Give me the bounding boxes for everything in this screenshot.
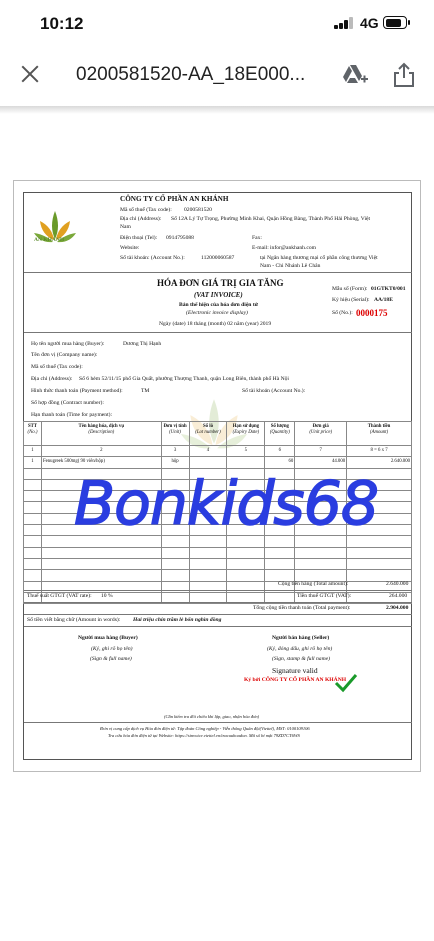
table-cell [41,547,161,558]
column-header-vi: Hạn sử dụng [232,424,260,429]
index-cell: 3 [161,446,189,457]
contract-label: Số hợp đồng (Contract number): [31,400,104,406]
serial-value: AA/18E [374,297,393,303]
buyer-sign-sub-en: (Sign & full name) [90,656,132,662]
column-header-vi: Tên hàng hóa, dịch vụ [78,424,124,429]
table-cell: hộp [161,457,189,468]
table-row-empty [24,558,412,569]
footer-note: (Cần kiểm tra đối chiếu khi lập, giao, nhận hóa đơn) [164,714,260,719]
buyer-name: Dương Thị Hạnh [123,341,162,347]
table-cell: 1 [24,457,42,468]
buyer-name-label: Họ tên người mua hàng (Buyer): [31,341,105,347]
index-cell: 1 [24,446,42,457]
invoice-subtitle: Bản thể hiện của hóa đơn điện tử [179,302,259,308]
seller-name: CÔNG TY CỔ PHẦN AN KHÁNH [120,195,229,203]
table-cell [189,547,227,558]
divider [24,272,412,273]
table-cell [24,513,42,524]
seller-bank: tại Ngân hàng thương mại cổ phần công thương Việt [260,255,378,261]
column-header-vi: Thành tiền [367,424,391,429]
seller-sign-sub-en: (Sign, stamp & full name) [272,656,330,662]
subtotal-value: 2.640.000 [386,581,409,587]
table-header-row [24,422,412,446]
seller-account: 112000060587 [201,255,235,261]
footer-lookup: Tra cứu hóa đơn điện tử tại Website: https://sinvoice.viettel.vn/tracuuhoadon. Mã số bí mật 79ZD7CT6WS [108,733,300,738]
column-header [227,422,265,446]
column-header-en: (Unit price) [309,430,333,435]
table-cell: Fenugreek 500mg( 90 viên/hộp) [41,457,161,468]
index-cell: 6 [265,446,295,457]
column-header-vi: Đơn vị tính [163,424,187,429]
table-cell [295,570,347,581]
company-logo [30,207,80,259]
table-cell [347,547,412,558]
table-cell [24,536,42,547]
buyer-tax-label: Mã số thuế (Tax code): [31,364,83,370]
column-header-en: (No.) [27,430,38,435]
column-header [189,422,227,446]
invoice-page [13,180,421,772]
battery-icon [383,16,407,29]
seller-address-label: Địa chỉ (Address): [120,216,162,222]
seller-address-2: Nam [120,224,131,230]
total-value: 2.904.000 [386,605,409,611]
table-cell [265,558,295,569]
column-header-en: (Expiry Date) [232,430,260,435]
table-cell [189,570,227,581]
column-header [24,422,42,446]
invoice-date: Ngày (date) 18 tháng (month) 02 năm (year) 2019 [159,321,272,327]
seller-phone: 0914795088 [166,235,194,241]
seller-phone-label: Điện thoại (Tel): [120,235,158,241]
buyer-address-label: Địa chỉ (Address): [31,376,73,382]
seller-tax-label: Mã số thuế (Tax code): [120,207,172,213]
table-cell [227,570,265,581]
divider [24,722,412,723]
table-cell [161,570,189,581]
index-row [24,446,412,457]
table-cell [161,547,189,558]
table-cell [24,468,42,479]
table-cell [227,547,265,558]
index-cell: 2 [41,446,161,457]
table-cell [227,558,265,569]
network-type: 4G [360,15,379,31]
number-label: Số (No.): [332,310,353,316]
column-header-vi: STT [27,424,38,429]
total-label: Tổng cộng tiền thanh toán (Total payment): [253,605,351,611]
table-cell [347,558,412,569]
signed-by: Ký bởi CÔNG TY CỔ PHẦN AN KHÁNH [244,677,347,683]
table-cell [41,570,161,581]
table-cell [24,479,42,490]
app-bar [0,46,434,106]
file-title: 0200581520-AA_18E000... [76,64,306,85]
buyer-sign-sub: (Ký, ghi rõ họ tên) [91,646,133,652]
column-header-en: (Amount) [370,430,389,435]
table-cell [24,547,42,558]
seller-email: infor@ankhanh.com [270,245,317,251]
form-label: Mẫu số (Form): [332,286,368,292]
column-header-en: (Unit) [169,430,181,435]
form-value: 01GTKT0/001 [371,286,406,292]
table-cell [24,525,42,536]
table-cell [24,491,42,502]
footer-provider: Đơn vị cung cấp dịch vụ Hóa đơn điện tử: Tập đoàn Công nghiệp - Viễn thông Quân đội(Viettel), MST: 0100109106 [100,726,310,731]
table-cell [265,570,295,581]
payment-label: Hình thức thanh toán (Payment method): [31,388,123,394]
divider [24,602,412,603]
table-cell [189,457,227,468]
table-cell [347,570,412,581]
column-header-en: (Description) [88,430,115,435]
column-header [161,422,189,446]
vat-rate: 10 % [101,593,113,599]
buyer-account-label: Số tài khoản (Account No.): [242,388,306,394]
appbar-shadow [0,106,434,114]
buyer-company-label: Tên đơn vị (Company name): [31,352,98,358]
column-header [347,422,412,446]
vat-rate-label: Thuế suất GTGT (VAT rate): [27,593,92,599]
seller-website-label: Website: [120,245,140,251]
seller-tax-code: 0200581520 [184,207,212,213]
index-cell: 4 [189,446,227,457]
index-cell: 7 [295,446,347,457]
signal-icon [334,17,354,29]
serial-label: Ký hiệu (Serial): [332,297,370,303]
column-header [295,422,347,446]
status-bar [0,0,434,46]
table-cell [24,570,42,581]
signature-valid: Signature valid [272,666,318,675]
column-header-vi: Số lô [202,424,213,429]
table-row-empty [24,547,412,558]
table-cell [41,558,161,569]
divider [24,626,412,627]
column-header-en: (Quantity) [269,430,290,435]
seller-fax-label: Fax: [252,235,262,241]
amount-words: Hai triệu chín trăm lẻ bốn nghìn đồng [133,617,222,623]
seller-account-label: Số tài khoản: (Account No.): [120,255,185,261]
subtotal-label: Cộng tiền hàng (Total amount): [278,581,349,587]
due-label: Hạn thanh toán (Time for payment): [31,412,113,418]
seller-email-label: E-mail: [252,245,269,251]
index-cell: 8 = 6 x 7 [347,446,412,457]
table-cell [161,558,189,569]
share-icon[interactable] [392,62,416,88]
table-cell: 2.640.000 [347,457,412,468]
table-cell [24,558,42,569]
table-cell [24,502,42,513]
add-to-drive-icon[interactable] [342,64,368,86]
column-header [265,422,295,446]
logo-text: AN KHANH [34,237,65,243]
vat-label: Tiền thuế GTGT (VAT): [297,593,352,599]
seller-sign-sub: (Ký, đóng dấu, ghi rõ họ tên) [267,646,333,652]
table-cell [295,558,347,569]
overlay-watermark-text: Bonkids68 [74,469,379,539]
table-row-empty [24,570,412,581]
column-header-vi: Đơn giá [312,424,329,429]
table-cell: 60 [265,457,295,468]
seller-address: Số 12A Lý Tự Trọng, Phường Minh Khai, Quận Hồng Bàng, Thành Phố Hải Phòng, Việt [171,216,371,222]
table-cell [227,457,265,468]
payment-method: TM [141,388,150,394]
divider [24,590,412,591]
table-cell [295,547,347,558]
column-header-en: (Lot number) [195,430,221,435]
table-cell: 44.000 [295,457,347,468]
table-row [24,457,412,468]
table-cell [189,558,227,569]
seller-sign-title: Người bán hàng (Seller) [272,635,330,641]
divider [24,614,412,615]
column-header [41,422,161,446]
index-cell: 5 [227,446,265,457]
invoice-number: 0000175 [356,308,388,318]
vat-value: 264.000 [389,593,408,599]
invoice-subtitle-en: (Electronic invoice display) [186,310,248,316]
checkmark-icon [334,673,358,693]
buyer-address: Số 6 hẻm 52/11/15 phố Gia Quất, phường Thượng Thanh, quận Long Biên, thành phố Hà Nội [79,376,289,382]
invoice-title: HÓA ĐƠN GIÁ TRỊ GIA TĂNG [157,278,284,288]
seller-bank-2: Nam - Chi Nhánh Lê Chân [260,263,321,269]
close-icon[interactable] [16,60,44,88]
divider [24,332,412,333]
invoice-title-en: (VAT INVOICE) [194,291,243,299]
column-header-vi: Số lượng [270,424,289,429]
amount-words-label: Số tiền viết bằng chữ (Amount in words): [27,617,121,623]
table-cell [265,547,295,558]
buyer-sign-title: Người mua hàng (Buyer) [78,635,138,641]
clock: 10:12 [40,14,84,33]
